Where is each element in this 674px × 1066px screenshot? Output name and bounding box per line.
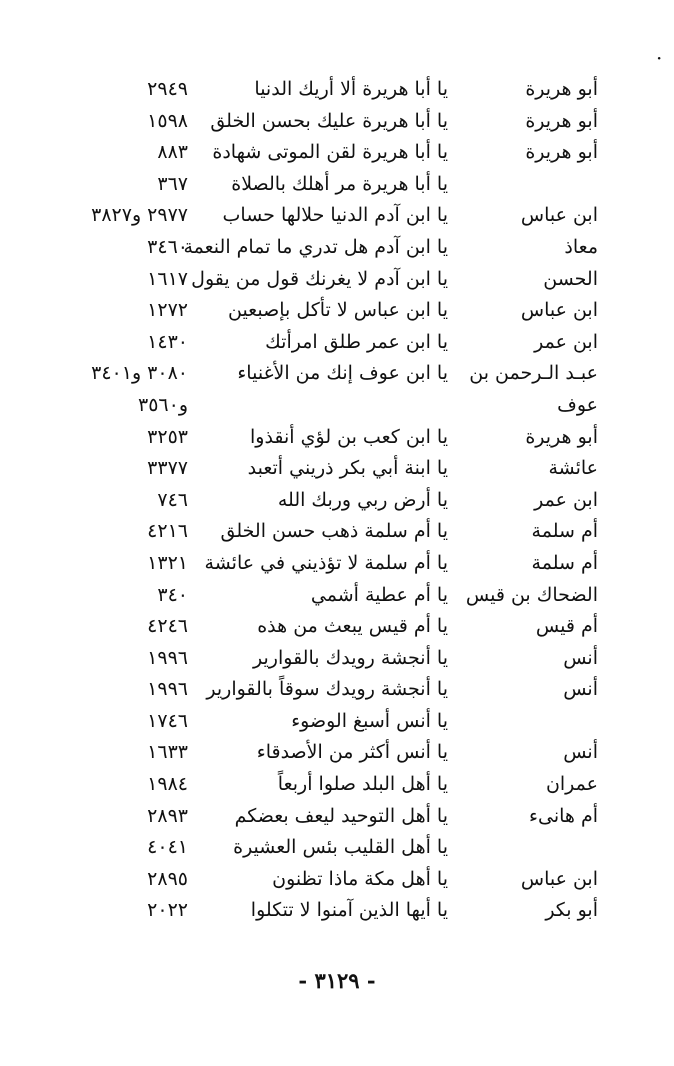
number-cell: ٢٠٢٢	[147, 899, 188, 922]
index-row	[0, 169, 674, 201]
hadith-cell: يا أنس أكثر من الأصدقاء	[256, 741, 448, 764]
narrator-cell: أم قيس	[535, 615, 598, 638]
index-row	[0, 137, 674, 169]
index-row	[0, 516, 674, 548]
narrator-cell: ابن عباس	[520, 299, 598, 322]
number-cell: ٣٤٦٠	[147, 235, 188, 258]
index-row	[0, 264, 674, 296]
index-row	[0, 737, 674, 769]
index-row	[0, 358, 674, 390]
index-row	[0, 74, 674, 106]
index-row	[0, 611, 674, 643]
hadith-cell: يا ابن كعب بن لؤي أنقذوا	[249, 425, 448, 448]
index-row	[0, 422, 674, 454]
hadith-cell: يا أهل البلد صلوا أربعاً	[277, 773, 448, 796]
number-cell: ٨٨٣	[157, 141, 188, 164]
hadith-cell: يا ابنة أبي بكر ذريني أتعبد	[247, 457, 448, 480]
number-cell: ٤٢١٦	[147, 520, 188, 543]
index-table	[0, 74, 674, 927]
index-row	[0, 485, 674, 517]
number-cell: ٣٢٥٣	[147, 425, 188, 448]
index-row	[0, 327, 674, 359]
narrator-cell: أبو هريرة	[525, 425, 598, 448]
index-row	[0, 390, 674, 422]
index-row	[0, 801, 674, 833]
corner-mark: ·	[656, 46, 663, 70]
hadith-cell: يا أنجشة رويدك بالقوارير	[253, 646, 448, 669]
narrator-cell: أنس	[563, 646, 598, 669]
hadith-cell: يا أم سلمة ذهب حسن الخلق	[220, 520, 448, 543]
index-row	[0, 106, 674, 138]
hadith-cell: يا ابن آدم الدنيا حلالها حساب	[222, 204, 448, 227]
index-row	[0, 232, 674, 264]
hadith-cell: يا أنجشة رويدك سوقاً بالقوارير	[206, 678, 448, 701]
index-row	[0, 706, 674, 738]
number-cell: ١٩٨٤	[147, 773, 188, 796]
narrator-cell: الضحاك بن قيس	[465, 583, 598, 606]
hadith-cell: يا أرض ربي وربك الله	[277, 488, 448, 511]
narrator-cell: معاذ	[564, 235, 598, 258]
narrator-cell: عبـد الـرحمن بن	[469, 362, 598, 385]
hadith-cell: يا ابن آدم هل تدري ما تمام النعمة	[183, 235, 448, 258]
narrator-cell: ابن عمر	[534, 330, 598, 353]
hadith-cell: يا أنس أسبغ الوضوء	[291, 709, 448, 732]
hadith-cell: يا ابن آدم لا يغرنك قول من يقول	[191, 267, 448, 290]
number-cell: ١٧٤٦	[147, 709, 188, 732]
narrator-cell: الحسن	[543, 267, 598, 290]
narrator-cell: أم سلمة	[531, 520, 598, 543]
index-row	[0, 769, 674, 801]
index-row	[0, 295, 674, 327]
index-row	[0, 453, 674, 485]
narrator-cell: عائشة	[548, 457, 598, 480]
number-cell: ١٦٣٣	[147, 741, 188, 764]
narrator-cell: أم هانىء	[529, 804, 598, 827]
number-cell: ٧٤٦	[157, 488, 188, 511]
narrator-cell: أنس	[563, 741, 598, 764]
number-cell: ٢٩٧٧ و٣٨٢٧	[91, 204, 188, 227]
narrator-cell: عوف	[557, 393, 598, 416]
hadith-cell: يا أبا هريرة مر أهلك بالصلاة	[231, 172, 448, 195]
number-cell: ٣٣٧٧	[147, 457, 188, 480]
index-row	[0, 643, 674, 675]
narrator-cell: أبو هريرة	[525, 109, 598, 132]
number-cell: ١٦١٧	[147, 267, 188, 290]
hadith-cell: يا أيها الذين آمنوا لا تتكلوا	[250, 899, 448, 922]
hadith-cell: يا أبا هريرة لقن الموتى شهادة	[212, 141, 448, 164]
number-cell: ٣٤٠	[157, 583, 188, 606]
narrator-cell: أنس	[563, 678, 598, 701]
hadith-cell: يا أم عطية أشمي	[310, 583, 448, 606]
hadith-cell: يا ابن عباس لا تأكل بإصبعين	[227, 299, 448, 322]
number-cell: ١٤٣٠	[147, 330, 188, 353]
number-cell: ٣٦٧	[157, 172, 188, 195]
hadith-cell: يا أهل القليب بئس العشيرة	[233, 836, 448, 859]
index-row	[0, 200, 674, 232]
number-cell: ١٣٢١	[147, 551, 188, 574]
number-cell: ٣٠٨٠ و٣٤٠١	[91, 362, 188, 385]
number-cell: ٢٨٩٥	[147, 867, 188, 890]
number-cell: ٤٢٤٦	[147, 615, 188, 638]
index-row	[0, 864, 674, 896]
hadith-cell: يا ابن عوف إنك من الأغنياء	[237, 362, 448, 385]
number-cell: ١٩٩٦	[147, 646, 188, 669]
narrator-cell: أبو هريرة	[525, 141, 598, 164]
hadith-cell: يا أبا هريرة ألا أريك الدنيا	[254, 78, 448, 100]
index-row	[0, 580, 674, 612]
narrator-cell: ابن عباس	[520, 204, 598, 227]
number-cell: ٢٨٩٣	[147, 804, 188, 827]
number-cell: و٣٥٦٠	[137, 393, 188, 416]
number-cell: ١٩٩٦	[147, 678, 188, 701]
hadith-cell: يا أهل مكة ماذا تظنون	[272, 867, 448, 890]
index-row	[0, 674, 674, 706]
number-cell: ٢٩٤٩	[147, 78, 188, 100]
hadith-cell: يا ابن عمر طلق امرأتك	[265, 330, 448, 353]
narrator-cell: أبو هريرة	[525, 78, 598, 100]
hadith-cell: يا أبا هريرة عليك بحسن الخلق	[210, 109, 448, 132]
page-number: - ٣١٢٩ -	[298, 968, 376, 993]
hadith-cell: يا أم سلمة لا تؤذيني في عائشة	[204, 551, 448, 574]
narrator-cell: أبو بكر	[545, 899, 598, 922]
number-cell: ١٥٩٨	[147, 109, 188, 132]
index-row	[0, 895, 674, 927]
narrator-cell: ابن عباس	[520, 867, 598, 890]
narrator-cell: أم سلمة	[531, 551, 598, 574]
number-cell: ١٢٧٢	[147, 299, 188, 322]
hadith-cell: يا أم قيس يبعث من هذه	[257, 615, 448, 638]
hadith-cell: يا أهل التوحيد ليعف بعضكم	[234, 804, 448, 827]
number-cell: ٤٠٤١	[147, 836, 188, 859]
narrator-cell: ابن عمر	[534, 488, 598, 511]
index-row	[0, 548, 674, 580]
index-row	[0, 832, 674, 864]
narrator-cell: عمران	[545, 773, 598, 796]
